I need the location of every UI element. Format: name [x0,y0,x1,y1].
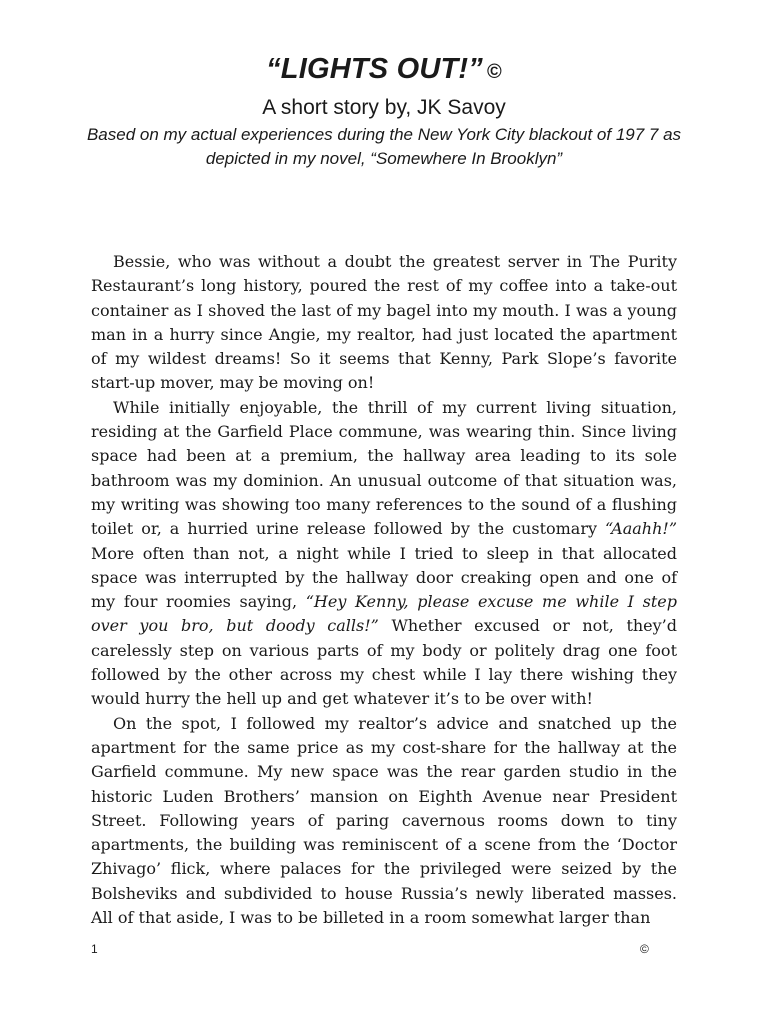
paragraph-3: On the spot, I followed my realtor’s advice and snatched up the apartment for the same price as my cost-share for the hallway at the Garfield commune. My new space was the rear garden studio in the historic Luden Brothers’ mansion on Eighth Avenue near President Street. Following years of paring cavernous rooms down to tiny apartments, the building was reminiscent of a scene from the ‘Doctor Zhivago’ flick, where palaces for the privileged were seized by the Bolsheviks and subdivided to house Russia’s newly liberated masses. All of that aside, I was to be billeted in a room somewhat larger than [91,713,677,928]
paragraph-2-part-3: Whether excused or not, they’d carelessly step on various parts of my body or politely drag one foot followed by the other across my chest while I lay there wishing they would hurry the hell up and get whatever it’s to be over with! [91,616,678,709]
story-byline: A short story by, JK Savoy [262,96,506,119]
paragraph-2-part-2: More often than not, a night while I tried to sleep in that allocated space was interrupted by the hallway door creaking open and one of my four roomies saying, [91,543,677,612]
paragraph-2-part-1: While initially enjoyable, the thrill of my current living situation, residing at the Garfield Place commune, was wearing thin. Since living space had been at a premium, the hallway area leading to its sole bathroom was my dominion. An unusual outcome of that situation was, my writing was showing too many references to the sound of a flushing toilet or, a hurried urine release followed by the customary [91,397,677,539]
story-source-note: Based on my actual experiences during the New York City blackout of 197 7 as depicted in my novel, “Somewhere In Brooklyn” [86,125,682,168]
page-number: 1 [91,942,98,956]
paragraph-2 [91,396,677,712]
paragraph-2-quote-2: “Hey Kenny, please excuse me while I step over you bro, but doody calls!” [91,592,678,636]
story-title-text: “LIGHTS OUT!” [266,53,483,85]
footer-copyright-symbol: © [640,942,649,956]
paragraph-1: Bessie, who was without a doubt the greatest server in The Purity Restaurant’s long history, poured the rest of my coffee into a take-out container as I shoved the last of my bagel into my mouth. I was a young man in a hurry since Angie, my realtor, had just located the apartment of my wildest dreams! So it seems that Kenny, Park Slope’s favorite start-up mover, may be moving on! [91,252,677,393]
story-header [0,50,768,171]
paragraph-2-quote-1: “Aaahh!” [605,519,677,539]
story-title [0,50,768,91]
title-copyright-symbol: © [486,61,502,83]
story-body [91,250,677,930]
